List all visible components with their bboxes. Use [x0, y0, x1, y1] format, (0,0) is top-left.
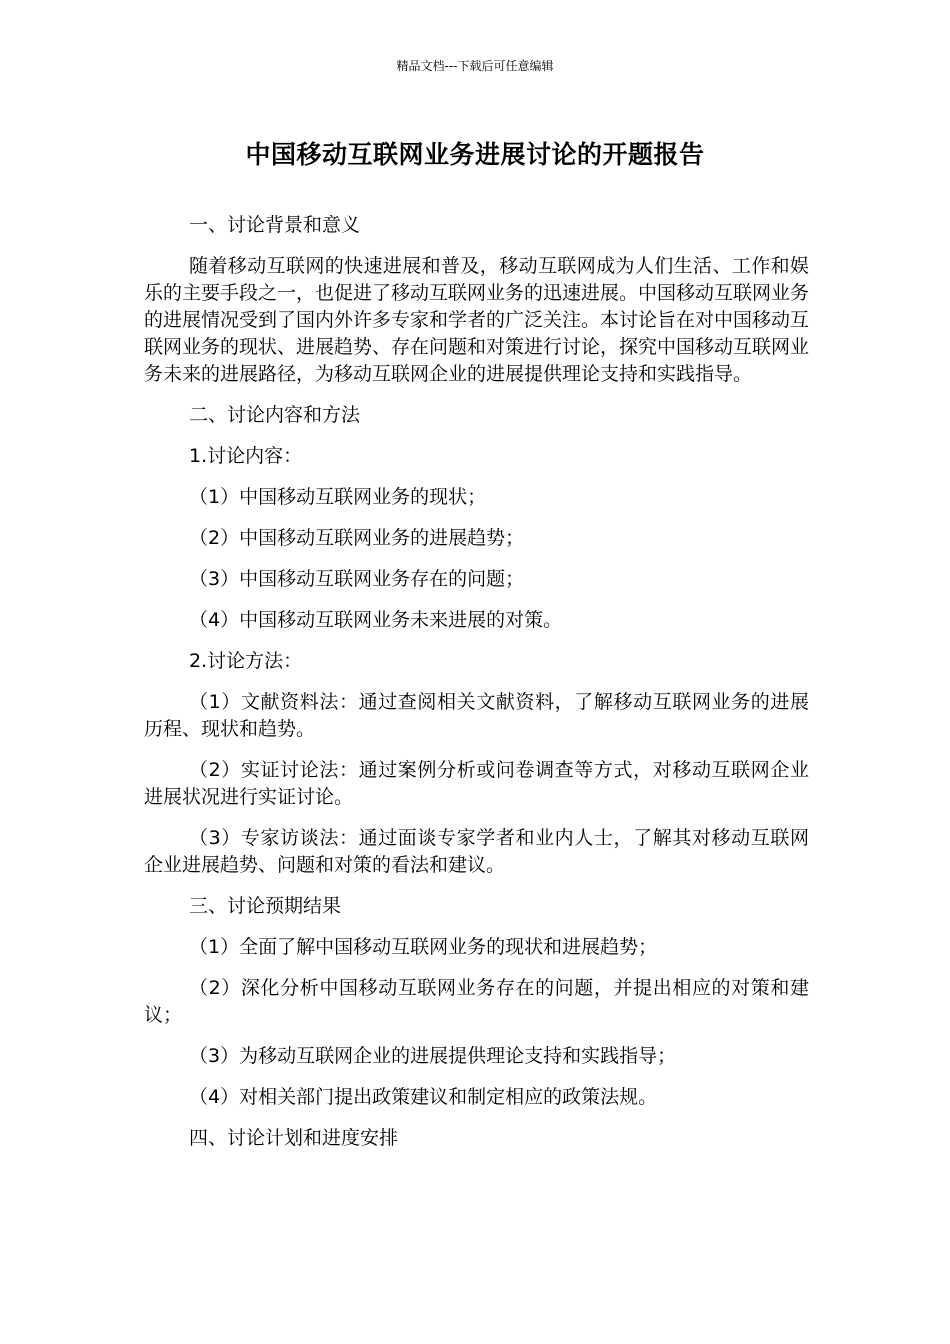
result-item-1: （1）全面了解中国移动互联网业务的现状和进展趋势；	[189, 936, 658, 958]
method-item-3: （3）专家访谈法：通过面谈专家学者和业内人士，了解其对移动互联网企业进展趋势、问题和对策的看法和建议。	[144, 827, 809, 876]
document-title: 中国移动互联网业务进展讨论的开题报告	[245, 140, 705, 169]
method-item-2: （2）实证讨论法：通过案例分析或问卷调查等方式，对移动互联网企业进展状况进行实证讨论。	[144, 759, 809, 808]
section-heading-expected-results: 三、讨论预期结果	[189, 895, 342, 917]
page-header: 精品文档---下载后可任意编辑	[396, 59, 554, 73]
subheading-content: 1.讨论内容：	[189, 445, 303, 467]
section-heading-plan: 四、讨论计划和进度安排	[189, 1127, 399, 1149]
content-item-4: （4）中国移动互联网业务未来进展的对策。	[189, 609, 563, 631]
subheading-method: 2.讨论方法：	[189, 650, 303, 672]
content-item-2: （2）中国移动互联网业务的进展趋势；	[189, 527, 525, 549]
result-item-2: （2）深化分析中国移动互联网业务存在的问题，并提出相应的对策和建议；	[144, 977, 809, 1026]
document-body	[144, 212, 809, 1166]
background-paragraph: 随着移动互联网的快速进展和普及，移动互联网成为人们生活、工作和娱乐的主要手段之一，也促进了移动互联网业务的迅速进展。中国移动互联网业务的进展情况受到了国内外许多专家和学者的广泛关注。本讨论旨在对中国移动互联网业务的现状、进展趋势、存在问题和对策进行讨论，探究中国移动互联网业务未来的进展路径，为移动互联网企业的进展提供理论支持和实践指导。	[144, 255, 810, 385]
result-item-4: （4）对相关部门提出政策建议和制定相应的政策法规。	[189, 1086, 658, 1108]
result-item-3: （3）为移动互联网企业的进展提供理论支持和实践指导；	[189, 1045, 677, 1067]
method-item-1: （1）文献资料法：通过查阅相关文献资料，了解移动互联网业务的进展历程、现状和趋势。	[144, 691, 809, 740]
section-heading-background: 一、讨论背景和意义	[189, 214, 361, 236]
section-heading-content-method: 二、讨论内容和方法	[189, 404, 361, 426]
content-item-1: （1）中国移动互联网业务的现状；	[189, 486, 487, 508]
content-item-3: （3）中国移动互联网业务存在的问题；	[189, 568, 525, 590]
